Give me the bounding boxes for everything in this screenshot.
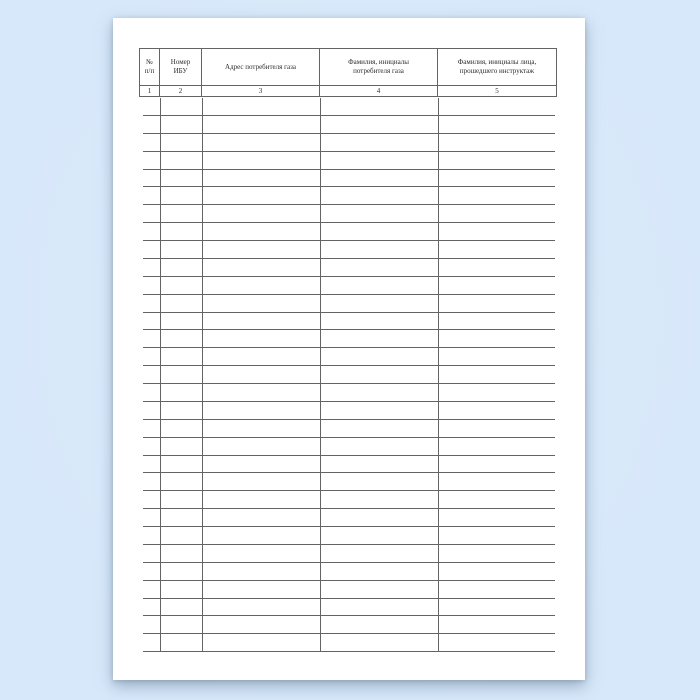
- column-number: 3: [258, 87, 263, 95]
- header-label-line: ИБУ: [173, 67, 188, 75]
- table-row: [143, 348, 555, 366]
- table-row: [143, 384, 555, 402]
- table-row: [143, 187, 555, 205]
- column-number-cell-4: [320, 86, 438, 96]
- column-number-cell-3: [202, 86, 320, 96]
- header-cell-4: [320, 49, 438, 86]
- table-row: [143, 330, 555, 348]
- table-row: [143, 402, 555, 420]
- header-label-line: п/п: [144, 67, 155, 75]
- column-number: 1: [147, 87, 152, 95]
- table-row: [143, 599, 555, 617]
- table-row: [143, 616, 555, 634]
- table-row: [143, 509, 555, 527]
- table-row: [143, 473, 555, 491]
- body-column-divider: [438, 98, 439, 652]
- header-label-line: прошедшего инструктаж: [459, 67, 535, 75]
- table-row: [143, 563, 555, 581]
- header-label-line: Адрес потребителя газа: [225, 62, 296, 71]
- body-column-divider: [160, 98, 161, 652]
- header-cell-5: [438, 49, 556, 86]
- table-row: [143, 205, 555, 223]
- table-row: [143, 116, 555, 134]
- column-number-cell-2: [160, 86, 202, 96]
- header-label-line: Номер: [170, 58, 191, 66]
- document-page: [113, 18, 585, 680]
- column-number-cell-1: [140, 86, 160, 96]
- table-row: [143, 438, 555, 456]
- table-row: [143, 259, 555, 277]
- header-cell-2: [160, 49, 202, 86]
- header-label-line: Фамилия, инициалы лица,: [457, 58, 537, 66]
- table-body-rules: [143, 98, 555, 652]
- table-row: [143, 634, 555, 652]
- table-row: [143, 241, 555, 259]
- table-row: [143, 152, 555, 170]
- table-row: [143, 527, 555, 545]
- table-row: [143, 170, 555, 188]
- table-row: [143, 295, 555, 313]
- table-row: [143, 491, 555, 509]
- column-number: 2: [178, 87, 183, 95]
- table-row: [143, 313, 555, 331]
- table-row: [143, 366, 555, 384]
- table-row: [143, 420, 555, 438]
- table-row: [143, 545, 555, 563]
- table-row: [143, 456, 555, 474]
- table-row: [143, 581, 555, 599]
- header-label-line: №: [146, 58, 153, 66]
- body-column-divider: [320, 98, 321, 652]
- table-row: [143, 223, 555, 241]
- header-label-line: потребителя газа: [353, 67, 404, 75]
- header-label-line: Фамилия, инициалы: [348, 58, 409, 66]
- header-cell-3: [202, 49, 320, 86]
- column-number: 5: [495, 87, 499, 95]
- body-column-divider: [202, 98, 203, 652]
- table-row: [143, 134, 555, 152]
- column-number-cell-5: [438, 86, 556, 96]
- table-row: [143, 277, 555, 295]
- table-header-grid: [139, 48, 557, 97]
- header-cell-1: [140, 49, 160, 86]
- table-row: [143, 98, 555, 116]
- column-number: 4: [376, 87, 381, 95]
